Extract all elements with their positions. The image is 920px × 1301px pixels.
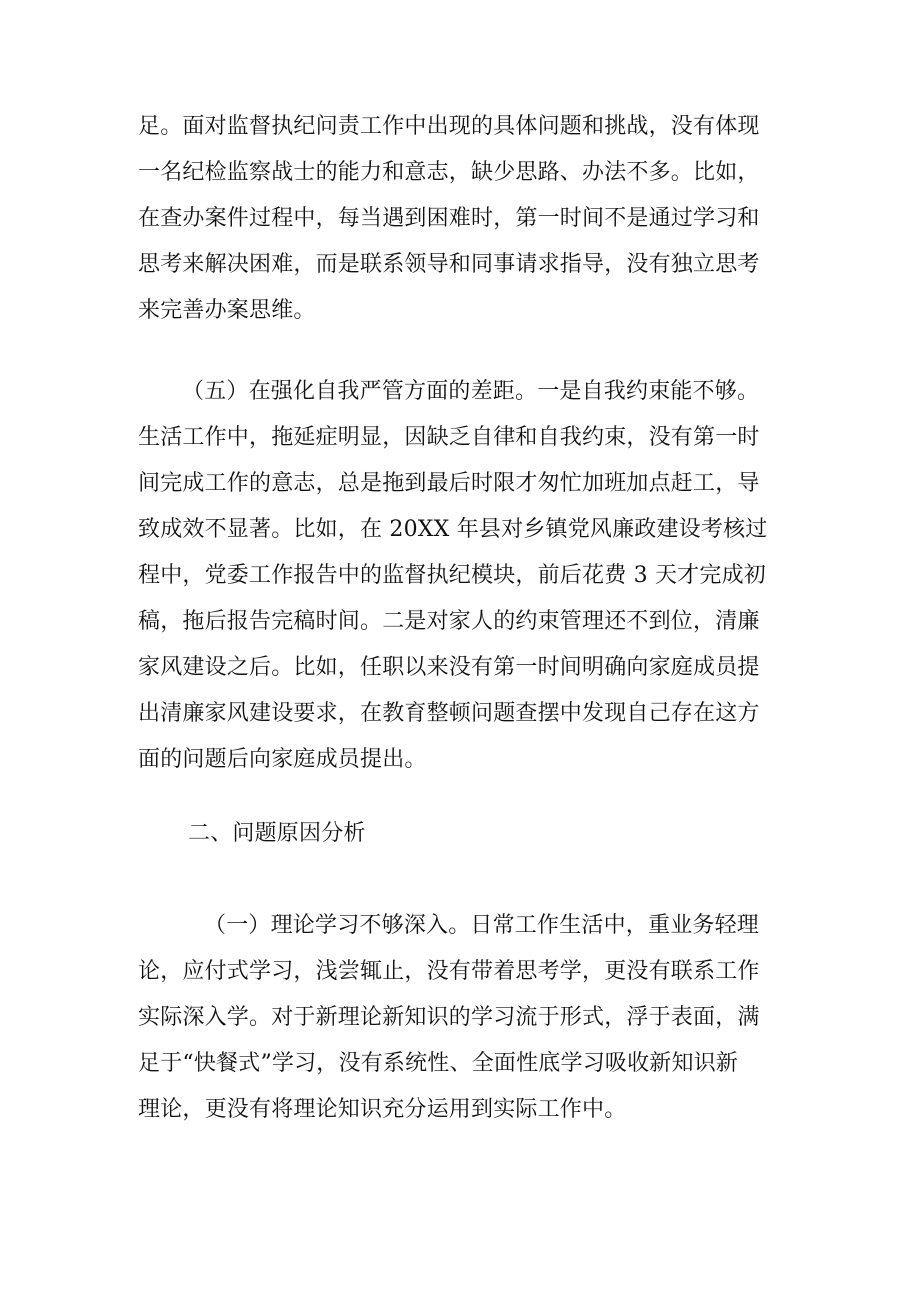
text-line: 论，应付式学习，浅尝辄止，没有带着思考学，更没有联系工作 xyxy=(138,959,760,984)
text-line: 实际深入学。对于新理论新知识的学习流于形式，浮于表面，满 xyxy=(138,1005,760,1030)
text-line: 在查办案件过程中，每当遇到困难时，第一时间不是通过学习和 xyxy=(138,206,760,231)
text-line: 来完善办案思维。 xyxy=(138,298,316,323)
section-heading-text: 二、问题原因分析 xyxy=(188,821,366,846)
text-line: 致成效不显著。比如，在 20XX 年县对乡镇党风廉政建设考核过 xyxy=(138,517,768,542)
text-line: 足于“快餐式”学习，没有系统性、全面性底学习吸收新知识新 xyxy=(138,1051,739,1076)
paragraph-theory-study xyxy=(138,903,798,1133)
text-line: 理论，更没有将理论知识充分运用到实际工作中。 xyxy=(138,1097,627,1122)
text-line: 面的问题后向家庭成员提出。 xyxy=(138,747,427,772)
paragraph-self-discipline-gap xyxy=(138,369,798,783)
paragraph-supervision-capability xyxy=(138,104,798,334)
section-heading-cause-analysis xyxy=(138,811,798,857)
text-line: 稿，拖后报告完稿时间。二是对家人的约束管理还不到位，清廉 xyxy=(138,609,760,634)
text-line: 生活工作中，拖延症明显，因缺乏自律和自我约束，没有第一时 xyxy=(138,425,760,450)
text-line: 间完成工作的意志，总是拖到最后时限才匆忙加班加点赶工，导 xyxy=(138,471,760,496)
text-line: 程中，党委工作报告中的监督执纪模块，前后花费 3 天才完成初 xyxy=(138,563,766,588)
text-line: （五）在强化自我严管方面的差距。一是自我约束能不够。 xyxy=(182,379,760,404)
text-line: （一）理论学习不够深入。日常工作生活中，重业务轻理 xyxy=(204,913,760,938)
text-line: 家风建设之后。比如，任职以来没有第一时间明确向家庭成员提 xyxy=(138,655,760,680)
text-line: 思考来解决困难，而是联系领导和同事请求指导，没有独立思考 xyxy=(138,252,760,277)
text-line: 足。面对监督执纪问责工作中出现的具体问题和挑战，没有体现 xyxy=(138,114,760,139)
text-line: 一名纪检监察战士的能力和意志，缺少思路、办法不多。比如， xyxy=(138,160,760,185)
text-line: 出清廉家风建设要求，在教育整顿问题查摆中发现自己存在这方 xyxy=(138,701,760,726)
